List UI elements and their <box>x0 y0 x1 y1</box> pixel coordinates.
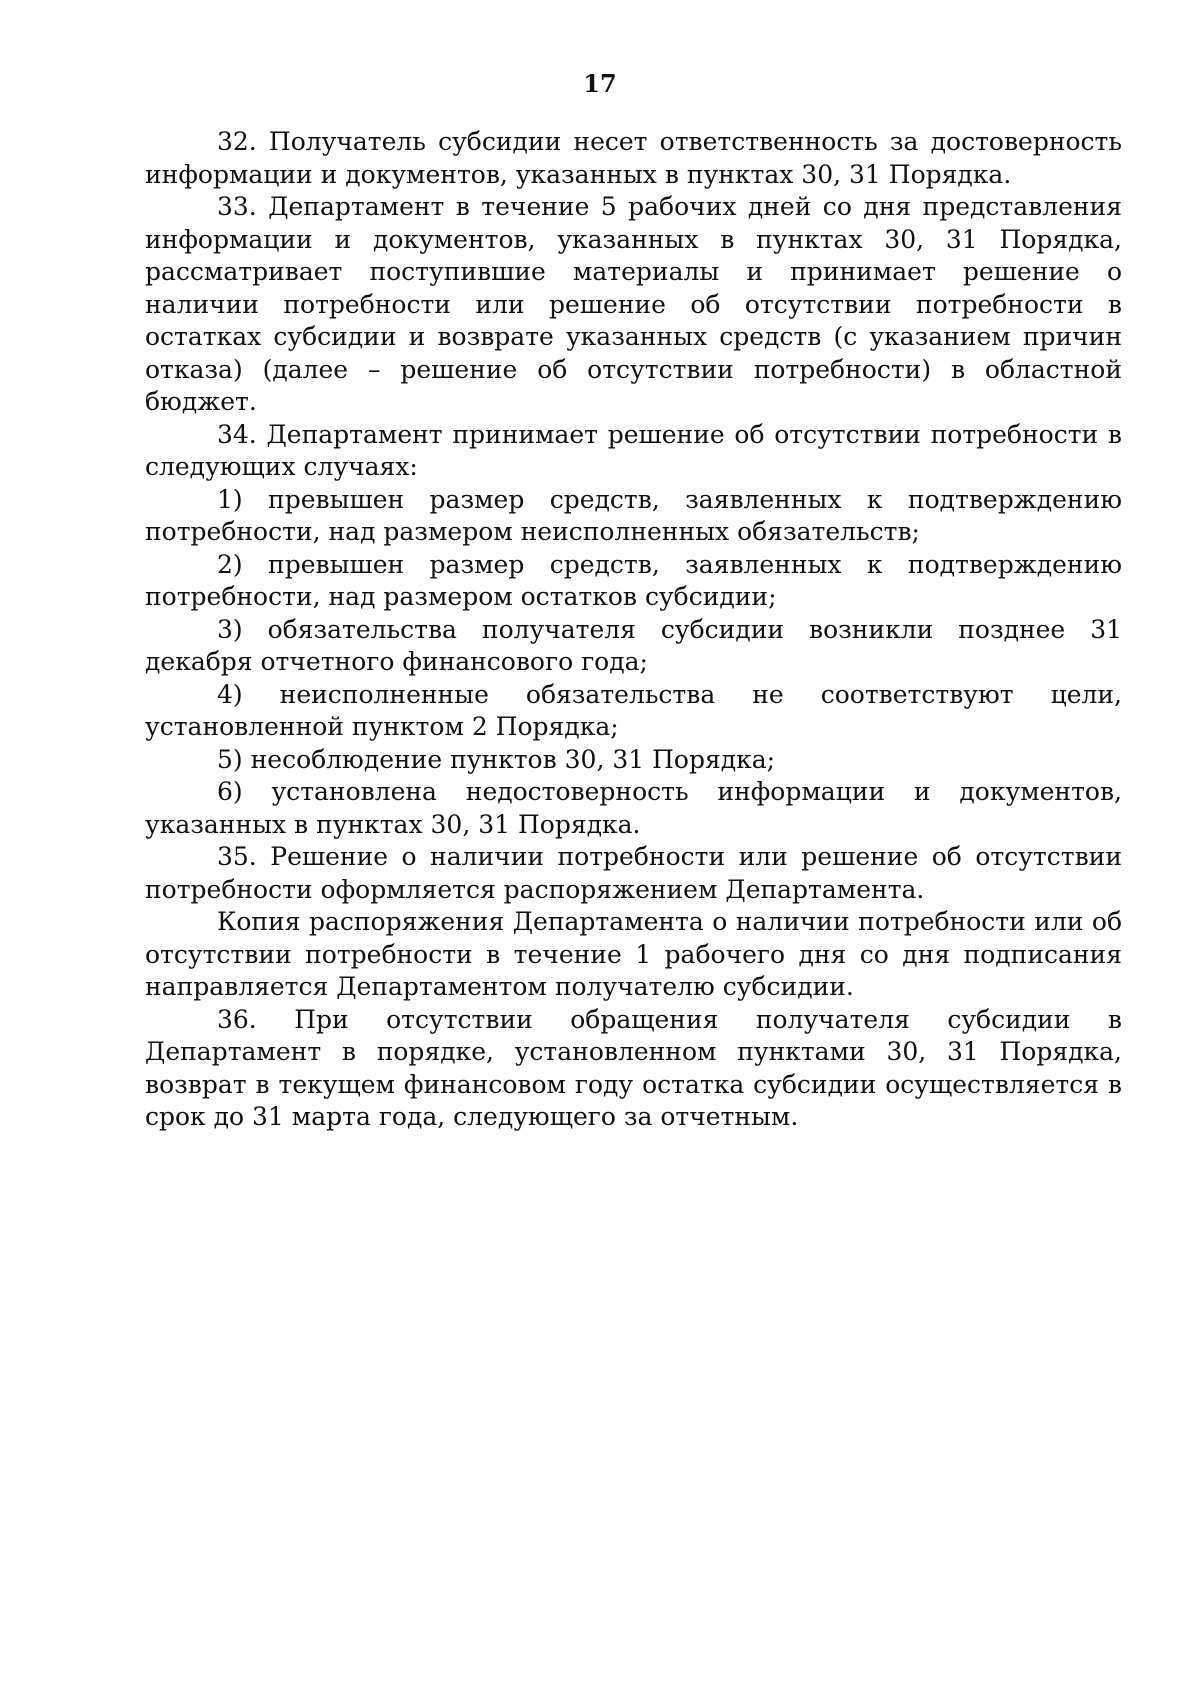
paragraph-36: 36. При отсутствии обращения получателя субсидии в Департамент в порядке, установленном пунктами 30, 31 Порядка, возврат в текущем финансовом году остатка субсидии осуществляется в срок до 31 марта года, следующего за отчетным. <box>145 1004 1122 1131</box>
paragraph-33: 33. Департамент в течение 5 рабочих дней со дня представления информации и документов, указанных в пунктах 30, 31 Порядка, рассматривает поступившие материалы и принимает решение о наличии потребности или решение об отсутствии потребности в остатках субсидии и возврате указанных средств (с указанием причин отказа) (далее – решение об отсутствии потребности) в областной бюджет. <box>145 192 1122 416</box>
paragraph-32: 32. Получатель субсидии несет ответственность за достоверность информации и документов, указанных в пунктах 30, 31 Порядка. <box>145 127 1122 189</box>
list-item-3: 3) обязательства получателя субсидии возникли позднее 31 декабря отчетного финансового года; <box>145 614 1122 676</box>
paragraph-35: 35. Решение о наличии потребности или решение об отсутствии потребности оформляется распоряжением Департамента. <box>145 842 1122 904</box>
document-body <box>145 126 1122 1134</box>
page-number: 17 <box>583 69 617 98</box>
list-item-1: 1) превышен размер средств, заявленных к подтверждению потребности, над размером неисполненных обязательств; <box>145 484 1122 546</box>
list-item-2: 2) превышен размер средств, заявленных к подтверждению потребности, над размером остатков субсидии; <box>145 549 1122 611</box>
list-item-5: 5) несоблюдение пунктов 30, 31 Порядка; <box>217 744 776 774</box>
paragraph-copy: Копия распоряжения Департамента о наличии потребности или об отсутствии потребности в течение 1 рабочего дня со дня подписания направляется Департаментом получателю субсидии. <box>145 907 1122 1001</box>
list-item-4: 4) неисполненные обязательства не соответствуют цели, установленной пунктом 2 Порядка; <box>145 679 1122 741</box>
paragraph-34: 34. Департамент принимает решение об отсутствии потребности в следующих случаях: <box>145 419 1122 481</box>
list-item-6: 6) установлена недостоверность информации и документов, указанных в пунктах 30, 31 Порядка. <box>145 777 1122 839</box>
